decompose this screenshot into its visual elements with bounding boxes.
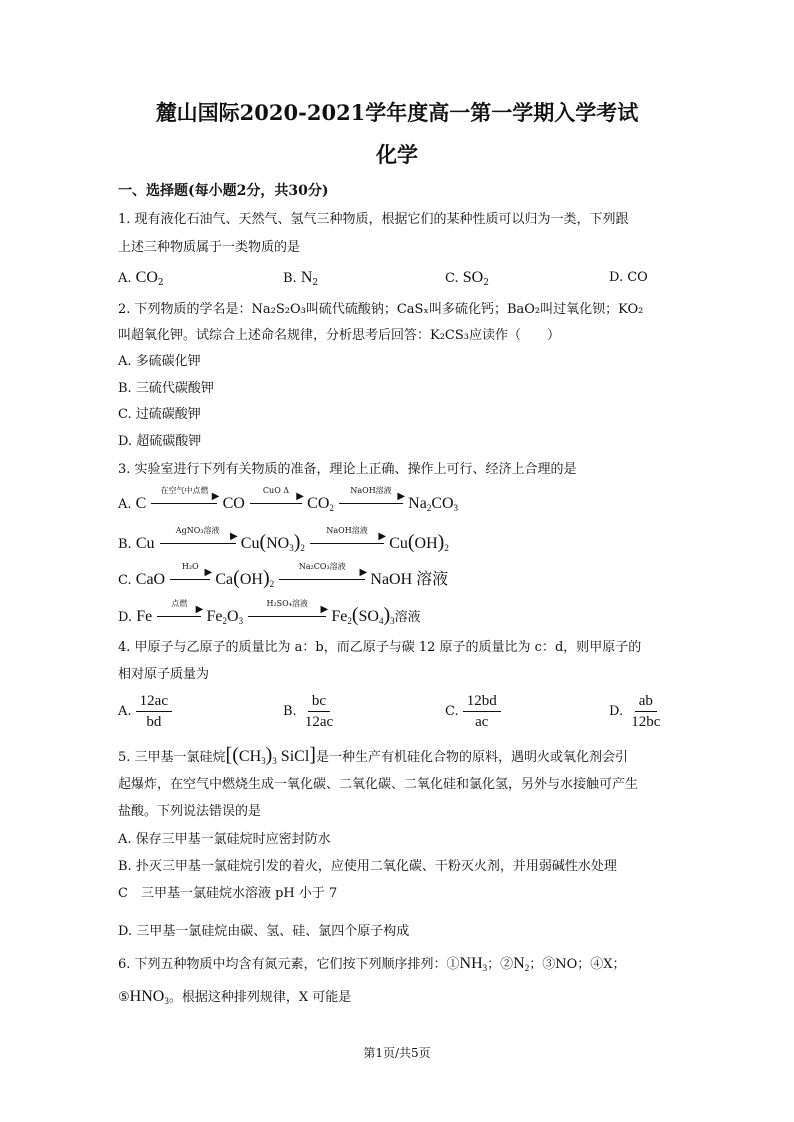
q5-option-a: A. 保存三甲基一氯硅烷时应密封防水 <box>118 832 331 847</box>
q3-option-a: A. C 在空气中点燃 ▶ CO CuO Δ ▶ $CO_2$ NaOH溶液 ▶ $Na_2CO_3$ <box>118 485 459 513</box>
q4-stem-line2: 相对原子质量为 <box>118 667 210 682</box>
q2-option-a: A. 多硫碳化钾 <box>118 354 201 369</box>
q2-stem-line1: 2. 下列物质的学名是：Na₂S₂O₃叫硫代硫酸钠；CaSₓ叫多硫化钙；BaO₂叫过氧化钡；KO₂ <box>118 302 644 317</box>
q2-stem-line2: 叫超氧化钾。试综合上述命名规律，分析思考后回答：K₂CS₃应读作（ ） <box>118 328 560 343</box>
reaction-arrow: 点燃 ▶ <box>157 610 201 626</box>
q3-stem: 3. 实验室进行下列有关物质的准备，理论上正确、操作上可行、经济上合理的是 <box>118 462 577 477</box>
q4-stem-line1: 4. 甲原子与乙原子的质量比为 a：b，而乙原子与碳 12 原子的质量比为 c：d，则甲原子的 <box>118 640 642 655</box>
q5-option-c: C 三甲基一氯硅烷水溶液 pH 小于 7 <box>118 886 338 901</box>
q1-stem-line1: 1. 现有液化石油气、天然气、氢气三种物质，根据它们的某种性质可以归为一类，下列跟 <box>118 212 629 227</box>
exam-title: 麓山国际2020-2021学年度高一第一学期入学考试 <box>155 100 639 125</box>
q4-option-a: A. $\frac{12ac}{bd}$ <box>118 692 172 731</box>
q1-option-c: C. $SO_2$ <box>445 269 489 288</box>
reaction-arrow: NaOH溶液 ▶ <box>310 537 384 553</box>
q6-stem-line1: 6. 下列五种物质中均含有氮元素，它们按下列顺序排列：$①NH_3$；$②N_2$；③NO；④X； <box>118 955 626 973</box>
reaction-arrow: NaOH溶液 ▶ <box>339 497 403 513</box>
reaction-arrow: H₂SO₄溶液 ▶ <box>248 610 326 626</box>
q1-stem-line2: 上述三种物质属于一类物质的是 <box>118 240 301 255</box>
q5-option-d: D. 三甲基一氯硅烷由碳、氢、硅、氯四个原子构成 <box>118 924 410 939</box>
q1-option-d: D. CO <box>609 270 648 285</box>
reaction-arrow: 在空气中点燃 ▶ <box>151 497 217 513</box>
q5-stem-line1: 5. 三甲基一氯硅烷[$(CH_3)_3$ SiCl]是一种生产有机硅化合物的原料，遇明火或氧化剂会引 <box>118 744 628 766</box>
section-heading: 一、选择题(每小题2分，共30分) <box>118 183 329 199</box>
reaction-arrow: CuO Δ ▶ <box>250 497 302 513</box>
q4-option-d: D. $\frac{ab}{12bc}$ <box>609 693 661 730</box>
q5-option-b: B. 扑灭三甲基一氯硅烷引发的着火，应使用二氧化碳、干粉灭火剂，并用弱碱性水处理 <box>118 859 617 874</box>
q2-option-b: B. 三硫代碳酸钾 <box>118 381 214 396</box>
q1-option-a: A. $CO_2$ <box>118 269 164 288</box>
q3-option-c: C. CaO H₂O ▶ $Ca(OH)_2$ Na₂CO₃溶液 ▶ NaOH 溶液 <box>118 561 449 589</box>
q6-stem-line2: $⑤HNO_3$。根据这种排列规律，X 可能是 <box>118 988 352 1006</box>
reaction-arrow: Na₂CO₃溶液 ▶ <box>279 573 365 589</box>
q1-option-b: B. $N_2$ <box>283 269 319 288</box>
q4-option-c: C. $\frac{12bd}{ac}$ <box>445 692 501 731</box>
q3-option-b: B. Cu AgNO₃溶液 ▶ $Cu(NO_3)_2$ NaOH溶液 ▶ $Cu(OH)_2$ <box>118 525 449 553</box>
q5-stem-line3: 盐酸。下列说法错误的是 <box>118 804 262 819</box>
q3-option-d: D. Fe 点燃 ▶ $Fe_2O_3$ H₂SO₄溶液 ▶ $Fe_2(SO_4)_3$溶液 <box>118 598 421 626</box>
q2-option-d: D. 超硫碳酸钾 <box>118 434 202 449</box>
q2-option-c: C. 过硫碳酸钾 <box>118 407 201 422</box>
page-footer: 第1页/共5页 <box>363 1046 431 1060</box>
q5-stem-line2: 起爆炸，在空气中燃烧生成一氧化碳、二氧化碳、二氧化硅和氯化氢，另外与水接触可产生 <box>118 777 639 792</box>
q4-option-b: B. $\frac{bc}{12ac}$ <box>283 693 334 730</box>
reaction-arrow: H₂O ▶ <box>170 573 210 589</box>
subject-title: 化学 <box>376 142 418 167</box>
reaction-arrow: AgNO₃溶液 ▶ <box>160 537 236 553</box>
